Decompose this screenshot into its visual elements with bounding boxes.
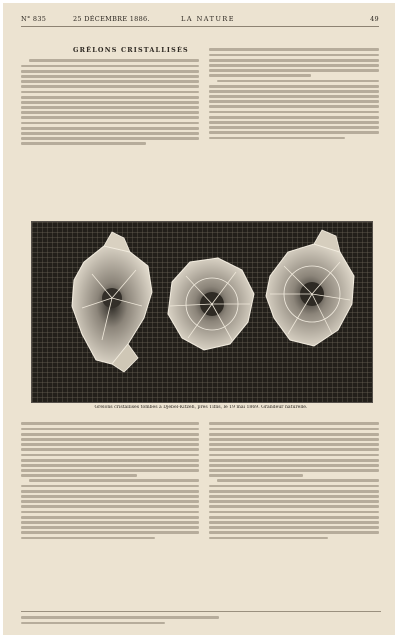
figure-caption: Grêlons cristallisés tombés à Djebel-Kitzeh, près Tiflis, le 19 mai 1869. Grandeur naturelle. [94,405,308,410]
footnotes [21,611,381,627]
hailstones-illustration [32,222,372,402]
journal-page [3,3,395,635]
issue-number: N° 835 [21,15,47,23]
text-column-right-bottom [209,420,379,608]
issue-date: 25 DÉCEMBRE 1886. [73,15,150,23]
article-title: GRÊLONS CRISTALLISÉS [73,46,189,54]
journal-title: LA NATURE [181,15,236,23]
text-column-left-bottom [21,420,199,608]
text-column-left-top [21,57,199,195]
running-header [21,12,379,27]
page-number: 49 [370,15,379,23]
hailstones-engraving [31,221,373,403]
text-column-right-top [209,46,379,192]
